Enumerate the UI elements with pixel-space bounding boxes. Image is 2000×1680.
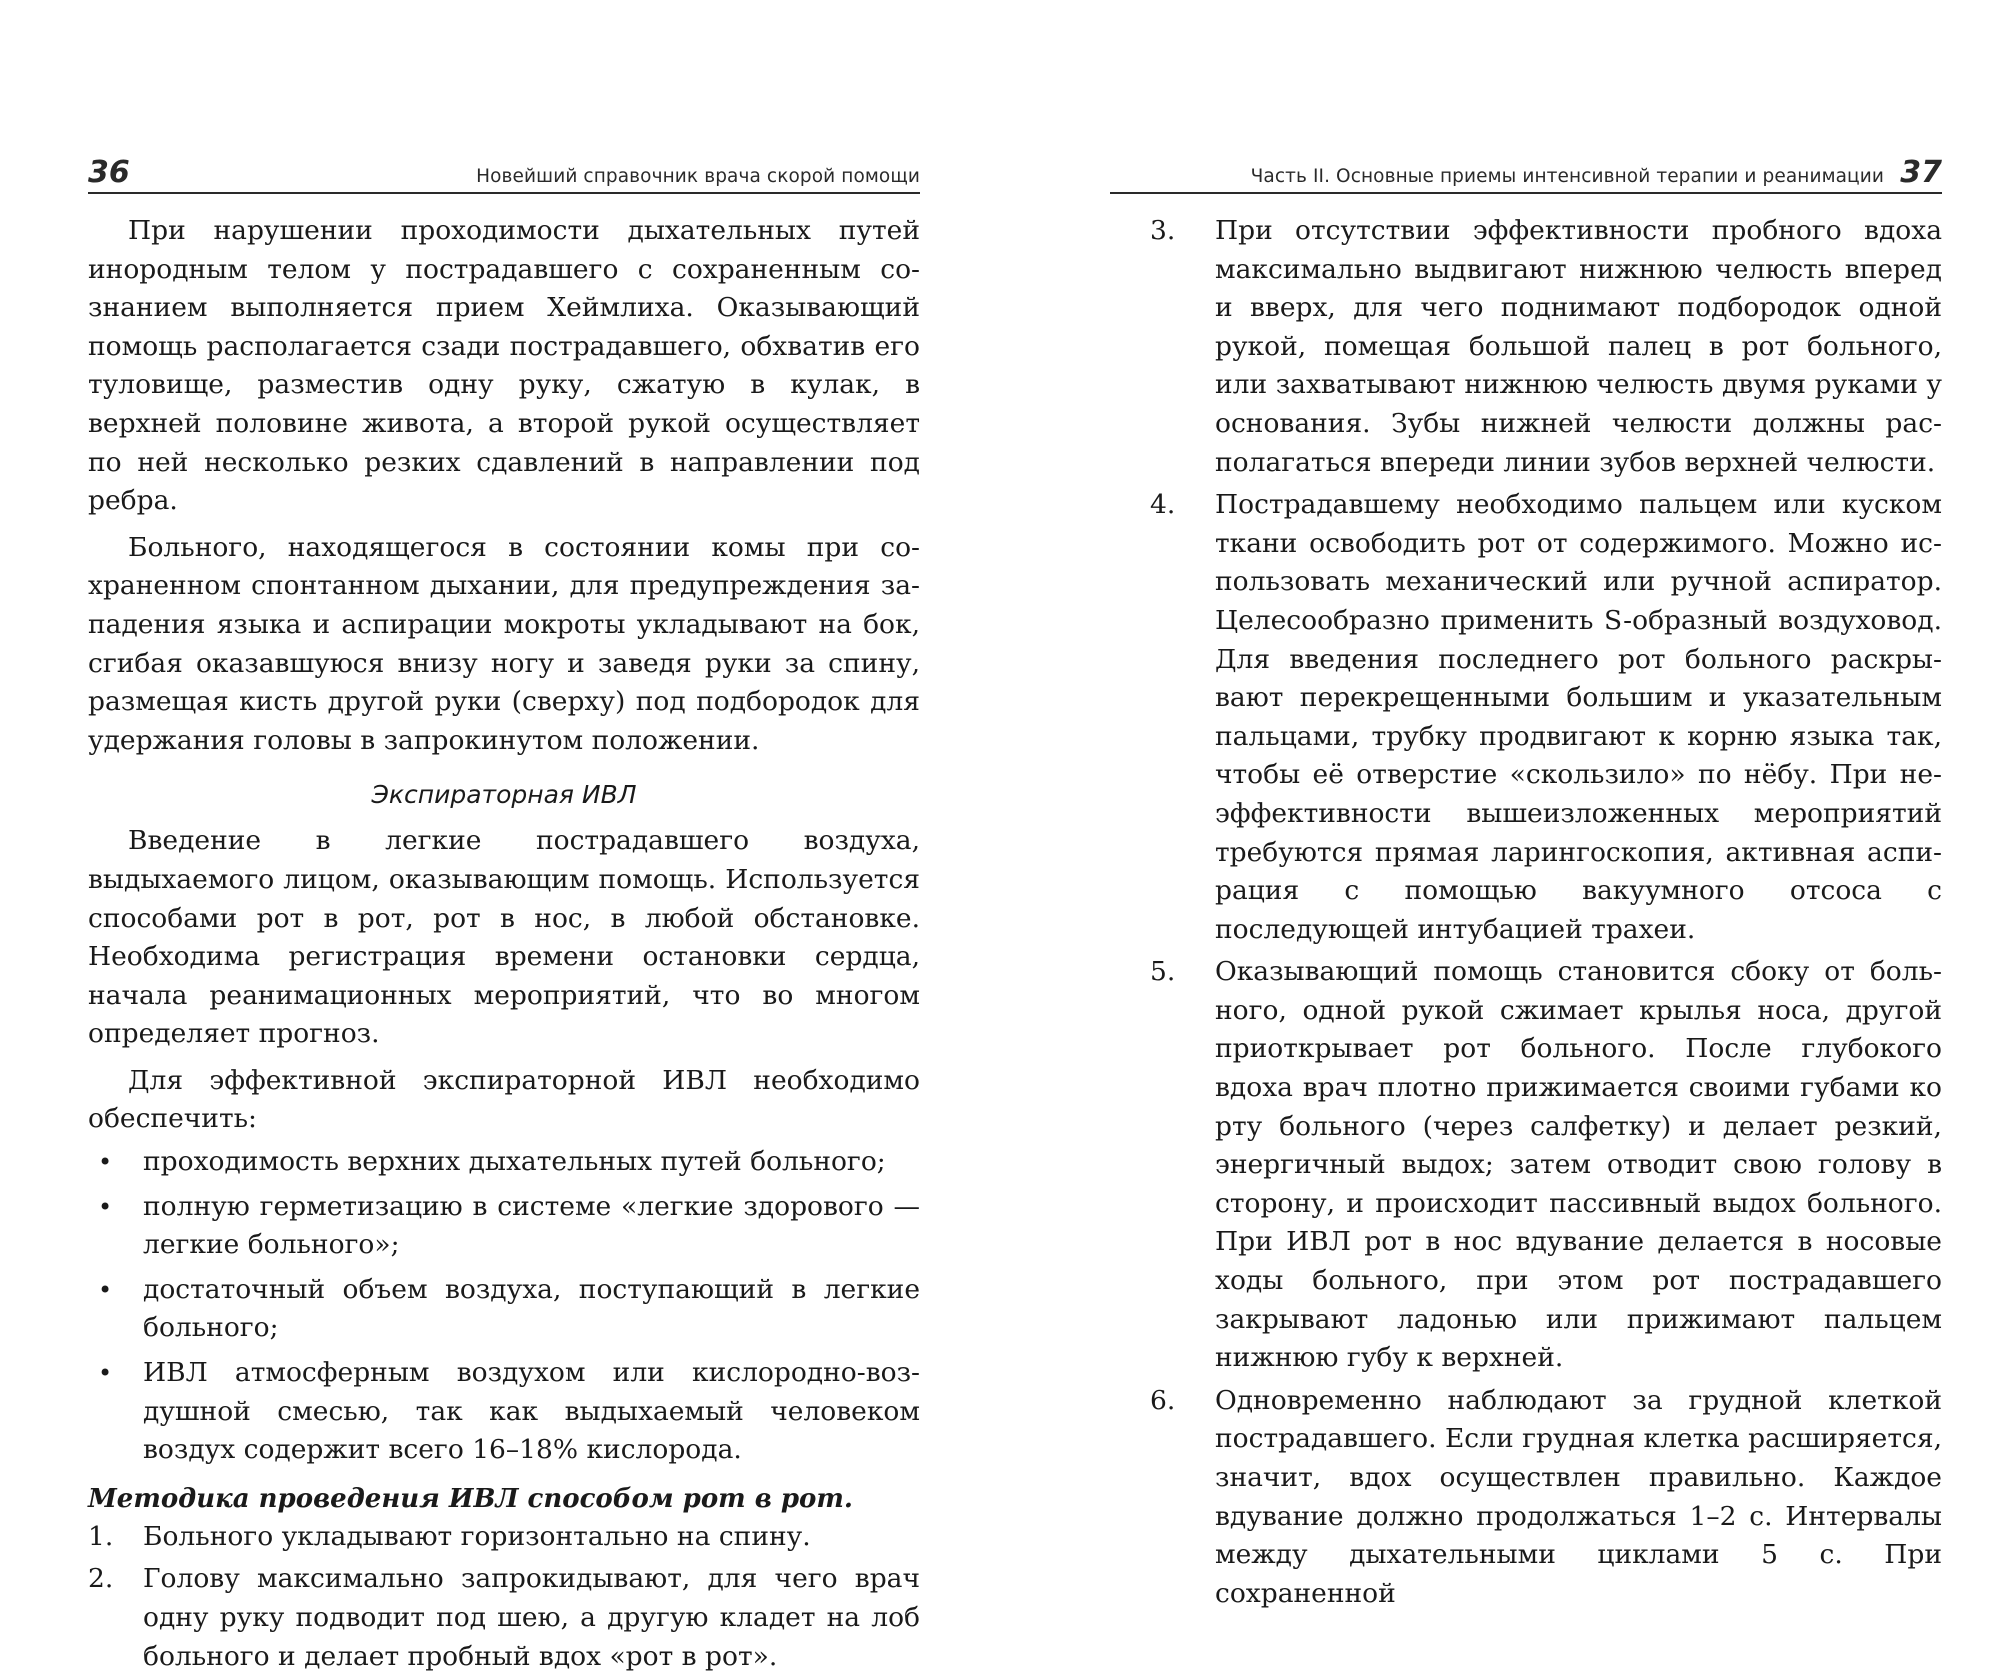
list-item <box>88 1188 920 1265</box>
list-item <box>1110 212 1942 482</box>
step-number: 2. <box>88 1563 114 1595</box>
page-number: 37 <box>1900 155 1942 190</box>
step-number: 4. <box>1150 489 1176 521</box>
bullet-icon: • <box>98 1148 113 1177</box>
bullet-icon: • <box>98 1359 113 1388</box>
step-text: При отсутствии эффективности пробного вдоха максимально выдвигают нижнюю челюсть вперед и вверх, для чего поднимают подбородок одной рукой, помещая большой палец в рот больного, или захватывают нижнюю челюсть двумя руками у основания. Зубы нижней челюсти должны располагаться впереди линии зубов верхней челюсти. <box>1215 215 1942 478</box>
step-number: 1. <box>88 1520 114 1552</box>
bullet-list <box>88 1143 920 1470</box>
step-text: Голову максимально запрокидывают, для чего врач одну руку подводит под шею, а другую кладет на лоб больного и делает пробный вдох «рот в рот». <box>143 1563 920 1672</box>
paragraph: Больного, находящегося в состоянии комы при сохраненном спонтанном дыхании, для предупреждения западения языка и аспирации мокроты укладывают на бок, сгибая оказавшуюся внизу ногу и заведя руки за спину, размещая кисть другой руки (сверху) под подбородок для удержания головы в запрокинутом положении. <box>88 531 920 756</box>
list-item-text: достаточный объем воздуха, поступающий в легкие больного; <box>143 1273 920 1344</box>
right-page-header <box>1110 155 1942 194</box>
left-page <box>88 0 920 1672</box>
list-item <box>1110 486 1942 949</box>
list-item <box>88 1518 920 1557</box>
step-text: Оказывающий помощь становится сбоку от больного, одной рукой сжимает крылья носа, другой приоткрывает рот больного. После глубокого вдоха врач плотно прижимается своими губами ко рту больного (через салфетку) и делает резкий, энергичный выдох; затем отводит свою голову в сторону, и происходит пассивный выдох больного. При ИВЛ рот в нос вдувание делается в носовые ходы больного, при этом рот пострадавшего закрывают ладонью или прижимают пальцем нижнюю губу к верхней. <box>1215 956 1942 1374</box>
paragraph: Для эффективной экспираторной ИВЛ необходимо обеспечить: <box>88 1064 920 1135</box>
list-item-text: полную герметизацию в системе «легкие здорового — легкие больного»; <box>143 1190 920 1261</box>
method-heading: Методика проведения ИВЛ способом рот в рот. <box>88 1483 853 1514</box>
list-item-text: проходимость верхних дыхательных путей больного; <box>143 1146 886 1178</box>
step-number: 6. <box>1150 1384 1176 1416</box>
step-text: Одновременно наблюдают за грудной клеткой пострадавшего. Если грудная клетка расширяется, значит, вдох осуществлен правильно. Каждое вдувание должно продолжаться 1–2 с. Интервалы между дыхательными циклами 5 с. При сохраненной <box>1215 1384 1942 1609</box>
step-number: 3. <box>1150 215 1176 246</box>
paragraph: Введение в легкие пострадавшего воздуха, выдыхаемого лицом, оказывающим помощь. Используется способами рот в рот, рот в нос, в любой обстановке. Необходима регистрация времени остановки сердца, начала реанимационных мероприятий, что во многом определяет прогноз. <box>88 825 920 1050</box>
section-subheading: Экспираторная ИВЛ <box>371 780 637 810</box>
right-page <box>1110 0 1942 1624</box>
right-page-body <box>1110 212 1942 1617</box>
list-item <box>88 1271 920 1348</box>
step-number: 5. <box>1150 956 1176 988</box>
page-number: 36 <box>88 155 130 190</box>
running-head: Часть II. Основные приемы интенсивной терапии и реанимации <box>1250 166 1884 187</box>
numbered-list <box>1110 212 1942 1613</box>
step-text: Больного укладывают горизонтально на спину. <box>143 1520 811 1552</box>
list-item <box>88 1560 920 1676</box>
running-head: Новейший справочник врача скорой помощи <box>476 166 920 187</box>
paragraph: При нарушении проходимости дыхательных путей инородным телом у пострадавшего с сохраненным сознанием выполняется прием Хеймлиха. Оказывающий помощь располагается сзади пострадавшего, обхватив его туловище, разместив одну руку, сжатую в кулак, в верхней половине живота, а второй рукой осуществляет по ней несколько резких сдавлений в направлении под ребра. <box>88 215 920 517</box>
step-text: Пострадавшему необходимо пальцем или куском ткани освободить рот от содержимого. Можно использовать механический или ручной аспиратор. Целесообразно применить S-образный воздуховод. Для введения последнего рот больного раскрывают перекрещенными большим и указательным пальцами, трубку продвигают к корню языка так, чтобы её отверстие «скользило» по нёбу. При неэффективности вышеизложенных мероприятий требуются прямая ларингоскопия, активная аспирация с помощью вакуумного отсоса с последующей интубацией трахеи. <box>1215 489 1942 945</box>
left-page-body <box>88 212 920 1680</box>
list-item-text: ИВЛ атмосферным воздухом или кислородно-воздушной смесью, так как выдыхаемый человеком воздух содержит всего 16–18% кислорода. <box>143 1357 920 1466</box>
left-page-header <box>88 155 920 194</box>
list-item <box>1110 1382 1942 1614</box>
bullet-icon: • <box>98 1275 113 1304</box>
numbered-list <box>88 1518 920 1676</box>
list-item <box>1110 953 1942 1378</box>
bullet-icon: • <box>98 1192 113 1221</box>
list-item <box>88 1143 920 1182</box>
list-item <box>88 1354 920 1470</box>
